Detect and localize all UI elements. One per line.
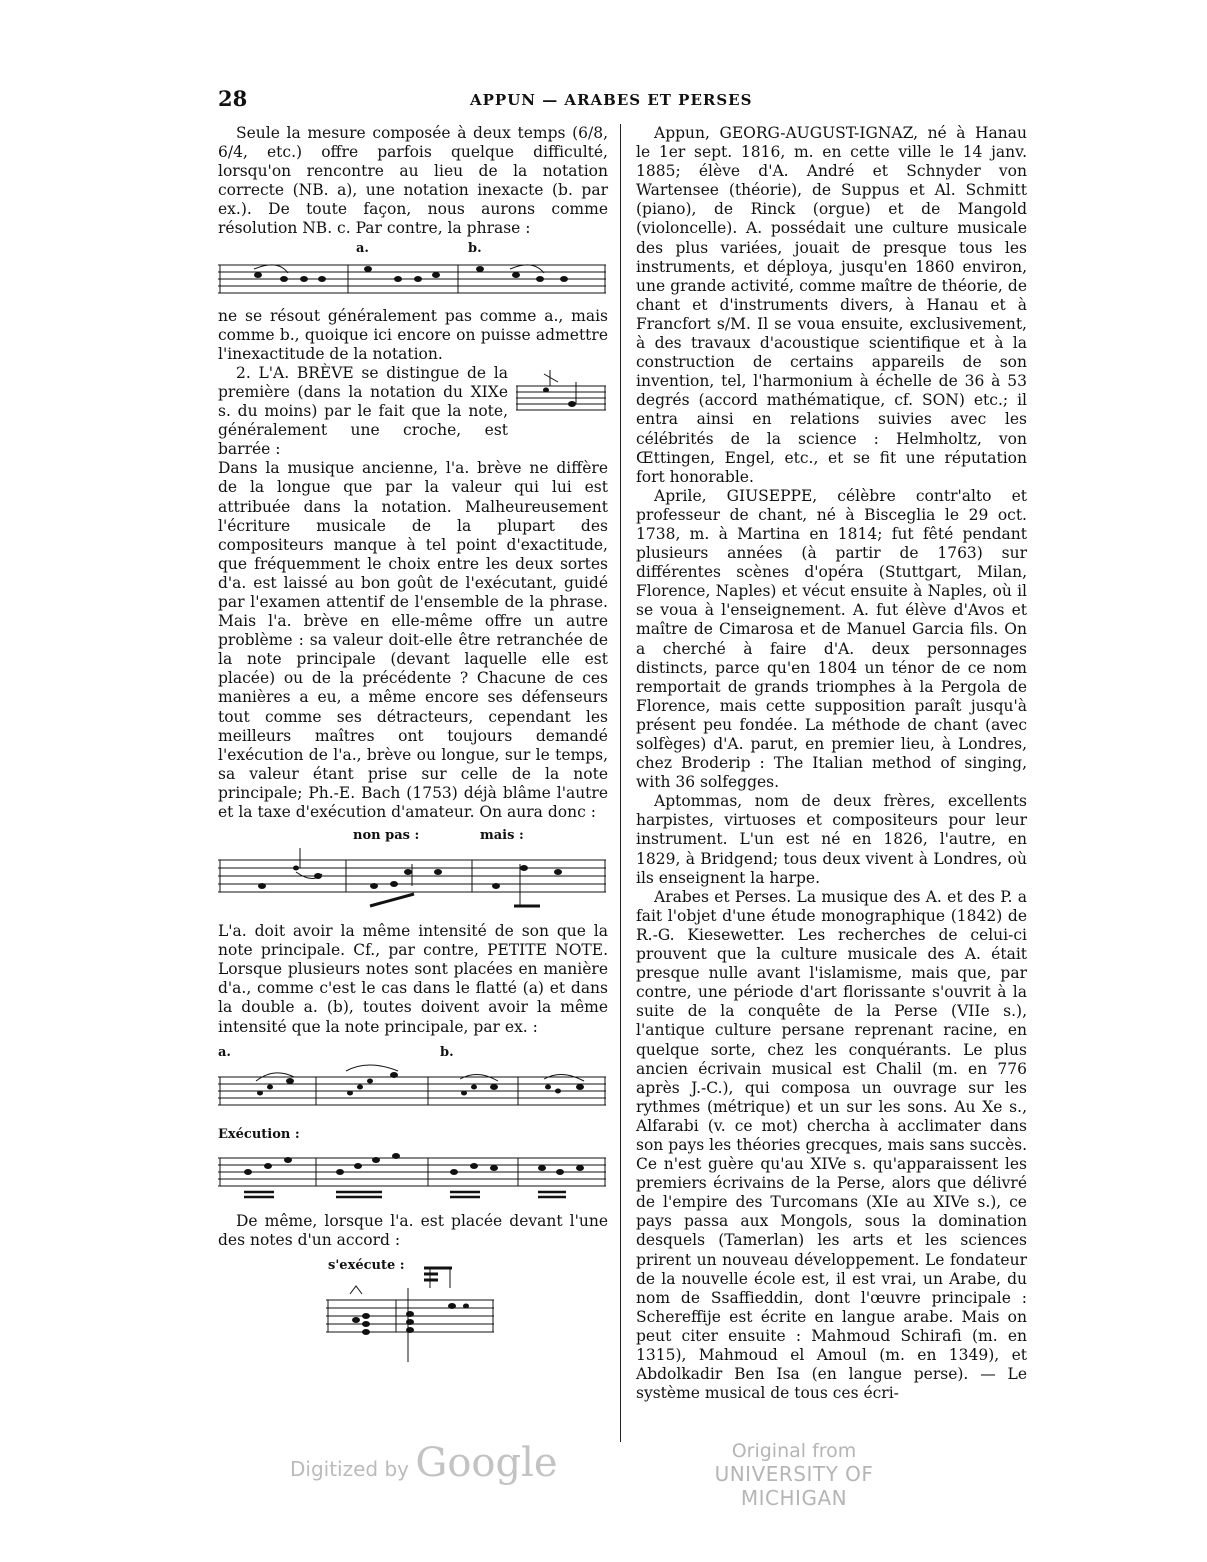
paragraph-breve: Dans la musique ancienne, l'a. brève ne diffère de la longue que par la valeur qui lui est attribuée dans la notation. Malheureusement l'écriture musicale de la plupart des compositeurs manque à tel point d'exactitude, que fréquemment le choix entre les deux sortes d'a. est laissé au bon goût de l'exécutant, guidé par l'examen attentif de l'ensemble de la phrase. Mais l'a. brève en elle-même offre un autre problème : sa valeur doit-elle être retranchée de la note principale (devant laquelle elle est placée) ou de la précédente ? Chacune de ces manières a eu, a même encore ses défenseurs tout comme ses détracteurs, cependant les meilleurs maîtres ont toujours demandé l'exécution de l'a., brève ou longue, sur le temps, sa valeur étant prise sur celle de la note principale; Ph.-E. Bach (1753) déjà blâme l'autre et la taxe d'exécution d'amateur. On aura donc : xyxy=(218,459,608,821)
paragraph-resolution: ne se résout généralement pas comme a., mais comme b., quoique ici encore on puisse admettre l'inexactitude de la notation. xyxy=(218,306,608,363)
music-example-1 xyxy=(218,259,608,303)
digitized-by-google-watermark xyxy=(290,1440,558,1486)
music-example-3 xyxy=(218,1063,608,1121)
music-example-4 xyxy=(218,1146,608,1208)
music-example-5 xyxy=(326,1258,498,1364)
example-1-labels xyxy=(218,239,608,257)
example-3-labels xyxy=(218,1043,608,1061)
entry-appun: Appun, GEORG-AUGUST-IGNAZ, né à Hanau le 1er sept. 1816, m. en cette ville le 14 janv. 1885; élève d'A. André et Schnyder von Wartensee (théorie), de Suppus et Al. Schmitt (piano), de Rinck (orgue) et de Mangold (violoncelle). A. possédait une culture musicale des plus variées, jouait de presque tous les instruments, et déploya, jusqu'en 1860 environ, une grande activité, comme maître de théorie, de chant et d'instruments divers, à Hanau et à Francfort s/M. Il se voua ensuite, exclusivement, à des travaux d'acoustique scientifique et à la construction de certains appareils de son invention, tel, l'harmonium à échelle de 36 à 53 degrés (accord mathématique, cf. SON) etc.; il entra ainsi en relations suivies avec les célébrités de la science : Helmholtz, von Œttingen, Engel, etc., et se fit une réputation fort honorable. xyxy=(636,124,1027,486)
example-5 xyxy=(218,1254,608,1366)
left-column xyxy=(218,124,608,1366)
paragraph-intensity: L'a. doit avoir la même intensité de son que la note principale. Cf., par contre, PETITE NOTE. Lorsque plusieurs notes sont placées en manière d'a., comme c'est le cas dans le flatté (a) et dans la double a. (b), toutes doivent avoir la même intensité que la note principale, par ex. : xyxy=(218,922,608,1036)
label-a: a. xyxy=(356,240,369,256)
university-name: UNIVERSITY OF MICHIGAN xyxy=(714,1462,874,1510)
paragraph-accord: De même, lorsque l'a. est placée devant l'une des notes d'un accord : xyxy=(218,1211,608,1249)
entry-aptommas: Aptommas, nom de deux frères, excellents harpistes, virtuoses et compositeurs pour leur instrument. L'un est né en 1826, l'autre, en 1829, à Bridgend; tous deux vivent à Londres, où ils enseignent la harpe. xyxy=(636,792,1027,887)
breve-block xyxy=(218,364,608,459)
column-divider xyxy=(620,124,621,1442)
paragraph-measure: Seule la mesure composée à deux temps (6/8, 6/4, etc.) offre parfois quelque difficulté, lorsqu'on rencontre au lieu de la notation correcte (NB. a), une notation inexacte (b. par ex.). De toute façon, nous aurons comme résolution NB. c. Par contre, la phrase : xyxy=(218,124,608,238)
music-example-2 xyxy=(218,846,608,918)
paragraph-breve-intro: 2. L'A. BRÈVE se distingue de la première (dans la notation du XIXe s. du moins) par le fait que la note, généralement une croche, est barrée : xyxy=(218,363,508,459)
right-column xyxy=(636,124,1027,1403)
digitized-by-text: Digitized by xyxy=(290,1457,409,1481)
google-logo: Google xyxy=(415,1440,558,1486)
label-b-double: b. xyxy=(440,1044,454,1060)
entry-arabes-et-perses: Arabes et Perses. La musique des A. et des P. a fait l'objet d'une étude monographique (1842) de R.-G. Kiesewetter. Les recherches de celui-ci prouvent que la culture musicale des A. était presque nulle avant l'islamisme, mais que, par contre, une période d'art florissante s'ouvrit à la suite de la conquête de la Perse (VIIe s.), l'antique culture persane reprenant racine, en quelque sorte, chez les conquérants. Le plus ancien écrivain musical est Chalil (m. en 776 après J.-C.), qui composa un ouvrage sur les rythmes (métrique) et un sur les sons. Au Xe s., Alfarabi (v. ce mot) chercha à acclimater dans son pays les théories grecques, mais sans succès. Ce n'est guère qu'au XIVe s. qu'apparaissent les premiers écrivains de la Perse, alors que délivré de l'empire des Turcomans (XIe au XIVe s.), ce pays passa aux Mongols, sous la domination desquels (Tamerlan) les arts et les sciences prirent un nouveau développement. Le fondateur de la nouvelle école est, il est vrai, un Arabe, du nom de Ssaffieddin, dont l'œuvre principale : Schereffije est écrite en langue arabe. Mais on peut citer ensuite : Mahmoud Schirafi (m. en 1315), Mahmoud el Amoul (m. en 1349), et Abdolkadir Ben Isa (en langue perse). — Le système musical de tous ces écri- xyxy=(636,887,1027,1403)
example-2-labels xyxy=(218,826,608,844)
page-number: 28 xyxy=(218,86,248,111)
entry-aprile: Aprile, GIUSEPPE, célèbre contr'alto et professeur de chant, né à Bisceglia le 29 oct. 1738, m. à Martina en 1814; fut fêté pendant plusieurs années (à partir de 1763) sur différentes scènes d'opéra (Stuttgart, Milan, Florence, Naples) et vécut ensuite à Naples, où il se voua à l'enseignement. A. fut élève d'Avos et maître de Cimarosa et de Manuel Garcia fils. On a cherché à faire d'A. deux personnages distincts, parce qu'en 1804 un ténor de ce nom remportait de grands triomphes à la Pergola de Florence, mais cette supposition paraît jusqu'à présent peu fondée. La méthode de chant (avec solfèges) d'A. parut, en premier lieu, à Londres, chez Broderip : The Italian method of singing, with 36 solfegges. xyxy=(636,486,1027,792)
label-mais: mais : xyxy=(480,828,524,844)
execution-label: Exécution : xyxy=(218,1126,300,1142)
running-head: APPUN — ARABES ET PERSES xyxy=(470,91,753,109)
breve-example xyxy=(516,368,608,418)
label-non-pas: non pas : xyxy=(353,828,420,844)
original-from-text: Original from xyxy=(731,1440,857,1462)
label-a-flatte: a. xyxy=(218,1044,231,1060)
label-b: b. xyxy=(468,240,482,256)
executes-label: s'exécute : xyxy=(328,1257,405,1273)
original-from-watermark xyxy=(668,1440,920,1510)
